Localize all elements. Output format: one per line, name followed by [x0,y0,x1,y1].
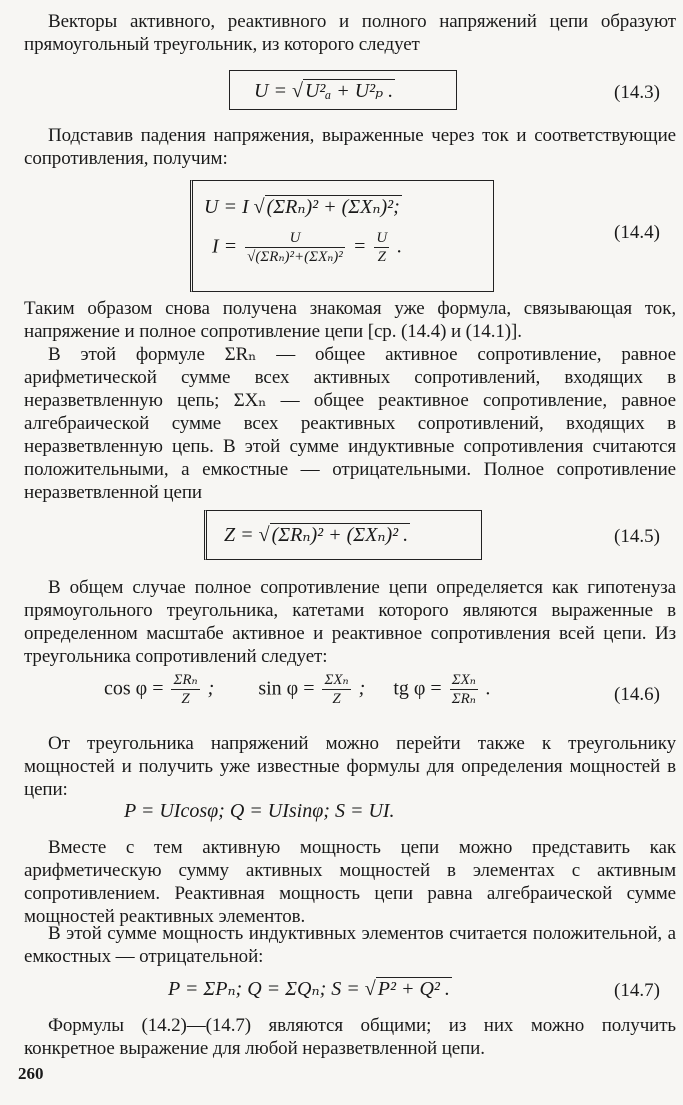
equation-number-14-7: (14.7) [614,980,660,1001]
paragraph-2: Подставив падения напряжения, выраженные через ток и соответствующие сопротивления, получим: [24,125,676,169]
equation-14-7: P = ΣPₙ; Q = ΣQₙ; S = √ P² + Q² . [168,978,450,1000]
paragraph-6: От треугольника напряжений можно перейти также к треугольнику мощностей и получить уже известные формулы для определения мощностей в цепи: [24,733,676,800]
equation-number-14-4: (14.4) [614,222,660,243]
equation-power: P = UIcosφ; Q = UIsinφ; S = UI. [124,800,395,822]
paragraph-1: Векторы активного, реактивного и полного напряжений цепи образуют прямоугольный треугольник, из которого следует [24,11,676,55]
equation-number-14-5: (14.5) [614,526,660,547]
equation-number-14-6: (14.6) [614,684,660,705]
page-number: 260 [18,1064,44,1083]
paragraph-4: В этой формуле ΣRₙ — общее активное сопротивление, равное арифметической сумме всех активных сопротивлений, входящих в неразветвленную цепь; ΣXₙ — общее реактивное сопротивление, равное алгебраической сумме всех реактивных сопротивлений, входящих в неразветвленную цепь. В этой сумме индуктивные сопротивления считаются положительными, а емкостные — отрицательными. Полное сопротивление неразветвленной цепи [24,344,676,503]
equation-14-3: U = √ U²ₐ + U²ₚ . [254,80,394,102]
paragraph-9: Формулы (14.2)—(14.7) являются общими; из них можно получить конкретное выражение для любой неразветвленной цепи. [24,1015,676,1059]
equation-14-6: cos φ = $\frac{\text{ΣRₙ}}{Z}$ ; sin φ = $\frac{\text{ΣXₙ}}{Z}$ ; tg φ = $\frac{\text{ΣXₙ}}{\text{ΣRₙ}}$ . [104,672,491,707]
paragraph-7: Вместе с тем активную мощность цепи можно представить как арифметическую сумму активных мощностей в элементах с активным сопротивлением. Реактивная мощность цепи равна алгебраической сумме мощностей реактивных элементов. [24,837,676,927]
paragraph-3: Таким образом снова получена знакомая уже формула, связывающая ток, напряжение и полное сопротивление цепи [ср. (14.4) и (14.1)]. [24,298,676,342]
equation-14-4-line-1: U = I √ (ΣRₙ)² + (ΣXₙ)²; [204,196,400,218]
paragraph-8: В этой сумме мощность индуктивных элементов считается положительной, а емкостных — отрицательной: [24,923,676,967]
equation-14-5: Z = √ (ΣRₙ)² + (ΣXₙ)² . [224,524,409,546]
equation-number-14-3: (14.3) [614,82,660,103]
paragraph-5: В общем случае полное сопротивление цепи определяется как гипотенуза прямоугольного треугольника, катетами которого являются выраженные в определенном масштабе активное и реактивное сопротивления всей цепи. Из треугольника сопротивлений следует: [24,577,676,667]
equation-14-4-line-2: I = $\frac{U}{\text{√(ΣRₙ)²+(ΣXₙ)²}}$ = $\frac{U}{Z}$ . [212,230,403,265]
